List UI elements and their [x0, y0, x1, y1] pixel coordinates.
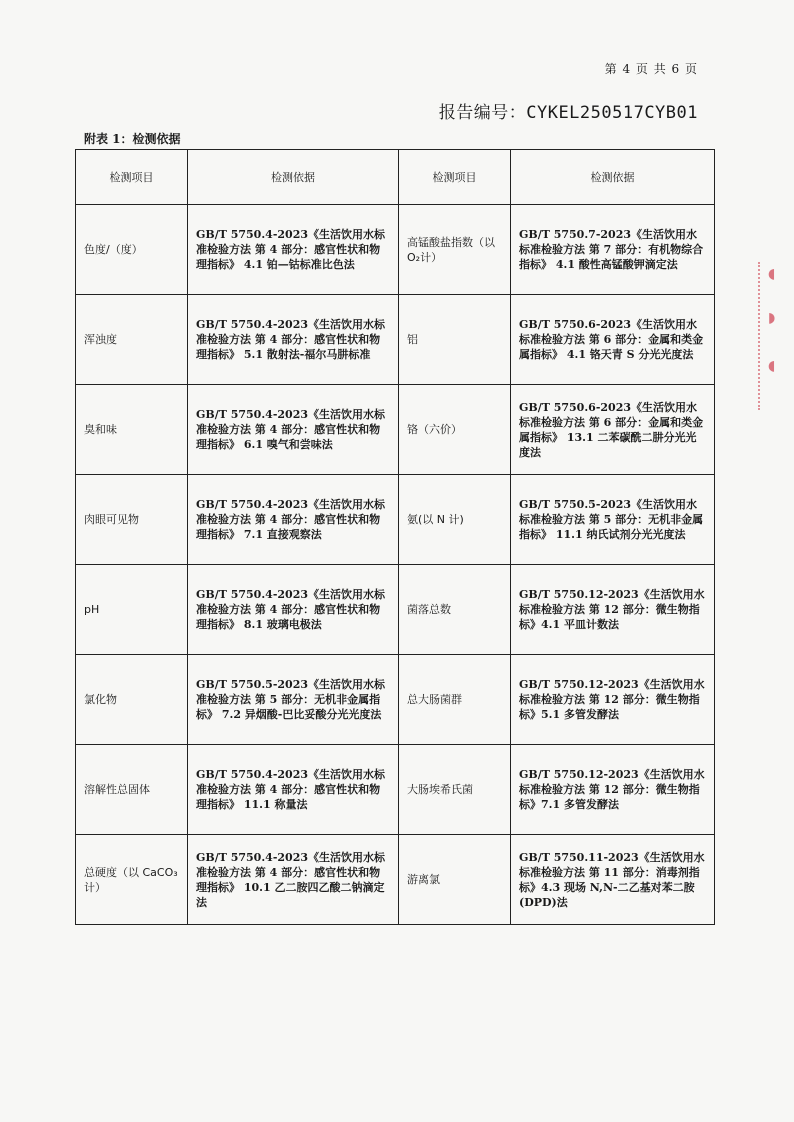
seal-stamp-edge: [758, 262, 790, 410]
test-basis: GB/T 5750.5-2023《生活饮用水标准检验方法 第 5 部分：无机非金属指标》 11.1 纳氏试剂分光光度法: [511, 475, 715, 565]
header-test-basis: 检测依据: [511, 150, 715, 205]
test-basis: GB/T 5750.11-2023《生活饮用水标准检验方法 第 11 部分：消毒剂指标》4.3 现场 N,N-二乙基对苯二胺(DPD)法: [511, 835, 715, 925]
report-number-value: CYKEL250517CYB01: [526, 103, 698, 123]
test-basis: GB/T 5750.4-2023《生活饮用水标准检验方法 第 4 部分：感官性状和物理指标》 10.1 乙二胺四乙酸二钠滴定法: [188, 835, 399, 925]
test-basis: GB/T 5750.12-2023《生活饮用水标准检验方法 第 12 部分：微生物指标》5.1 多管发酵法: [511, 655, 715, 745]
test-item: 大肠埃希氏菌: [399, 745, 511, 835]
test-item: 氯化物: [76, 655, 188, 745]
test-item: 菌落总数: [399, 565, 511, 655]
test-basis: GB/T 5750.7-2023《生活饮用水标准检验方法 第 7 部分：有机物综合指标》 4.1 酸性高锰酸钾滴定法: [511, 205, 715, 295]
table-row: [76, 655, 715, 745]
test-basis: GB/T 5750.6-2023《生活饮用水标准检验方法 第 6 部分：金属和类金属指标》 4.1 铬天青 S 分光光度法: [511, 295, 715, 385]
test-basis: GB/T 5750.12-2023《生活饮用水标准检验方法 第 12 部分：微生物指标》7.1 多管发酵法: [511, 745, 715, 835]
report-number-line: [439, 98, 698, 123]
test-item: 铝: [399, 295, 511, 385]
test-item: 氨(以 N 计): [399, 475, 511, 565]
test-item: 臭和味: [76, 385, 188, 475]
test-item: 高锰酸盐指数（以O₂计）: [399, 205, 511, 295]
test-basis: GB/T 5750.4-2023《生活饮用水标准检验方法 第 4 部分：感官性状和物理指标》 8.1 玻璃电极法: [188, 565, 399, 655]
test-item: 总大肠菌群: [399, 655, 511, 745]
table-row: [76, 835, 715, 925]
test-basis: GB/T 5750.4-2023《生活饮用水标准检验方法 第 4 部分：感官性状和物理指标》 11.1 称量法: [188, 745, 399, 835]
table-row: [76, 565, 715, 655]
table-row: [76, 205, 715, 295]
test-basis-table: [75, 149, 715, 925]
header-test-item: 检测项目: [76, 150, 188, 205]
table-row: [76, 475, 715, 565]
table-row: [76, 295, 715, 385]
report-number-label: 报告编号：: [438, 103, 527, 123]
seal-stamp-fragment: ◖: [768, 358, 776, 374]
test-basis: GB/T 5750.6-2023《生活饮用水标准检验方法 第 6 部分：金属和类金属指标》 13.1 二苯碳酰二肼分光光度法: [511, 385, 715, 475]
test-item: 肉眼可见物: [76, 475, 188, 565]
test-basis: GB/T 5750.4-2023《生活饮用水标准检验方法 第 4 部分：感官性状和物理指标》 6.1 嗅气和尝味法: [188, 385, 399, 475]
test-item: 溶解性总固体: [76, 745, 188, 835]
table-row: [76, 385, 715, 475]
page-number: 第 4 页 共 6 页: [604, 62, 698, 76]
test-basis: GB/T 5750.4-2023《生活饮用水标准检验方法 第 4 部分：感官性状和物理指标》 7.1 直接观察法: [188, 475, 399, 565]
test-item: 铬（六价）: [399, 385, 511, 475]
table-row: [76, 745, 715, 835]
test-item: 游离氯: [399, 835, 511, 925]
seal-stamp-fragment: ◗: [768, 310, 776, 326]
header-test-item: 检测项目: [399, 150, 511, 205]
test-item: 总硬度（以 CaCO₃计）: [76, 835, 188, 925]
seal-stamp-fragment: ◖: [768, 266, 776, 282]
table-header-row: [76, 150, 715, 205]
test-item: 浑浊度: [76, 295, 188, 385]
test-basis: GB/T 5750.5-2023《生活饮用水标准检验方法 第 5 部分：无机非金属指标》 7.2 异烟酸-巴比妥酸分光光度法: [188, 655, 399, 745]
test-basis: GB/T 5750.12-2023《生活饮用水标准检验方法 第 12 部分：微生物指标》4.1 平皿计数法: [511, 565, 715, 655]
test-basis: GB/T 5750.4-2023《生活饮用水标准检验方法 第 4 部分：感官性状和物理指标》 4.1 铂—钴标准比色法: [188, 205, 399, 295]
header-test-basis: 检测依据: [188, 150, 399, 205]
test-item: pH: [76, 565, 188, 655]
appendix-title: 附表 1：检测依据: [84, 132, 181, 146]
test-basis: GB/T 5750.4-2023《生活饮用水标准检验方法 第 4 部分：感官性状和物理指标》 5.1 散射法-福尔马肼标准: [188, 295, 399, 385]
test-item: 色度/（度）: [76, 205, 188, 295]
